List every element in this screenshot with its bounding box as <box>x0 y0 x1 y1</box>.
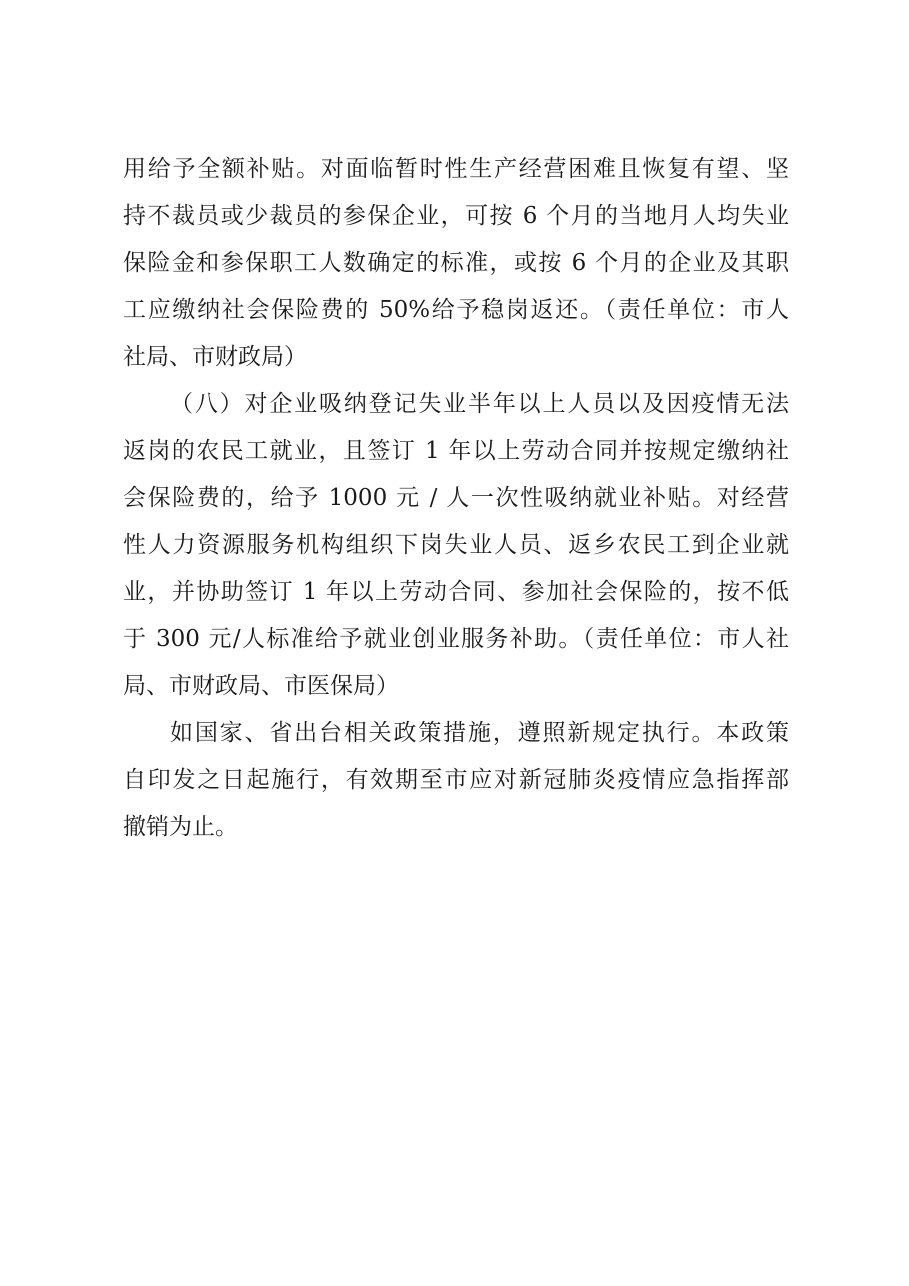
paragraph-2-line-1: （八）对企业吸纳登记失业半年以上人员以及因疫情无法 <box>170 391 789 417</box>
paragraph-2-line-6: 于 300 元/人标准给予就业创业服务补助。（责任单位：市人社 <box>123 626 789 652</box>
paragraph-1-line-2: 持不裁员或少裁员的参保企业，可按 6 个月的当地月人均失业 <box>123 203 789 229</box>
paragraph-3-line-2: 自印发之日起施行，有效期至市应对新冠肺炎疫情应急指挥部 <box>123 767 789 793</box>
paragraph-1-line-1: 用给予全额补贴。对面临暂时性生产经营困难且恢复有望、坚 <box>123 156 789 182</box>
paragraph-2-line-5: 业，并协助签订 1 年以上劳动合同、参加社会保险的，按不低 <box>123 579 789 605</box>
paragraph-1-line-4: 工应缴纳社会保险费的 50%给予稳岗返还。（责任单位：市人 <box>123 297 789 323</box>
paragraph-2-line-3: 会保险费的，给予 1000 元 / 人一次性吸纳就业补贴。对经营 <box>123 485 789 511</box>
paragraph-2-line-2: 返岗的农民工就业，且签订 1 年以上劳动合同并按规定缴纳社 <box>123 438 789 464</box>
paragraph-2-line-7: 局、市财政局、市医保局） <box>123 673 399 699</box>
paragraph-2-line-4: 性人力资源服务机构组织下岗失业人员、返乡农民工到企业就 <box>123 532 789 558</box>
paragraph-3-line-1: 如国家、省出台相关政策措施，遵照新规定执行。本政策 <box>170 720 789 746</box>
paragraph-3-line-3: 撤销为止。 <box>123 814 238 840</box>
paragraph-1-line-3: 保险金和参保职工人数确定的标准，或按 6 个月的企业及其职 <box>123 250 789 276</box>
paragraph-1-line-5: 社局、市财政局） <box>123 344 307 370</box>
